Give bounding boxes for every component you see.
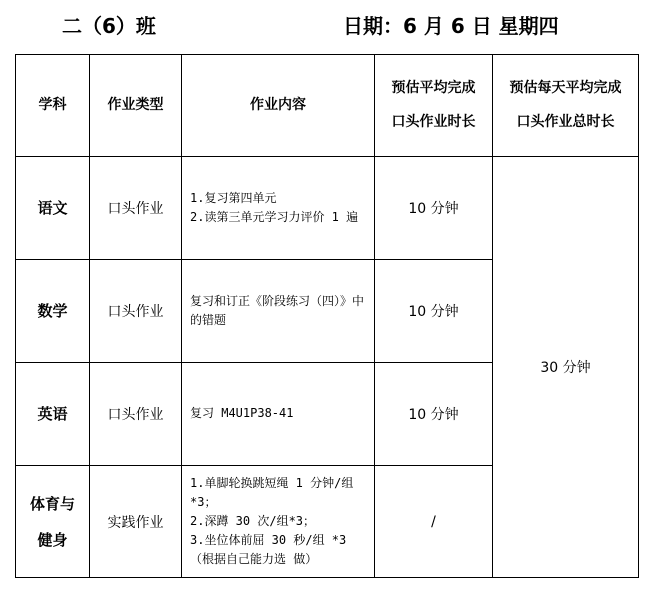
subject-cell: 数学 [16, 260, 90, 363]
total-duration-header-line2: 口头作业总时长 [516, 113, 615, 130]
subject-cell: 语文 [16, 157, 90, 260]
content-line: 3.坐位体前屈 30 秒/组 *3（根据自己能力选 做） [190, 533, 347, 567]
column-header-subject: 学科 [16, 55, 90, 157]
content-line: 复习和订正《阶段练习（四）》中的错题 [190, 293, 365, 327]
content-line: 复习 M4U1P38-41 [190, 406, 294, 421]
content-line: 2.读第三单元学习力评价 1 遍 [190, 210, 359, 224]
column-header-type: 作业类型 [90, 55, 182, 157]
duration-cell: / [375, 466, 493, 578]
content-line: 2.深蹲 30 次/组*3； [190, 513, 316, 528]
table-row [16, 157, 639, 260]
duration-cell: 10 分钟 [375, 157, 493, 260]
date-label: 日期：6 月 6 日 星期四 [343, 14, 559, 38]
homework-table [15, 54, 639, 578]
content-line: 1.复习第四单元 [190, 190, 277, 205]
content-cell [182, 363, 375, 466]
subject-cell [16, 466, 90, 578]
subject-line: 体育与 [29, 494, 75, 513]
type-cell: 口头作业 [90, 363, 182, 466]
header-row [16, 55, 639, 157]
avg-duration-header-line2: 口头作业时长 [391, 113, 476, 130]
subject-cell: 英语 [16, 363, 90, 466]
type-cell: 口头作业 [90, 157, 182, 260]
duration-cell: 10 分钟 [375, 260, 493, 363]
column-header-content: 作业内容 [182, 55, 375, 157]
total-duration-header-line1: 预估每天平均完成 [509, 79, 622, 96]
column-header-avg-duration [375, 55, 493, 157]
duration-cell: 10 分钟 [375, 363, 493, 466]
content-line: 1.单脚轮换跳短绳 1 分钟/组*3； [190, 475, 354, 509]
content-cell [182, 260, 375, 363]
type-cell: 口头作业 [90, 260, 182, 363]
type-cell: 实践作业 [90, 466, 182, 578]
column-header-total-duration [493, 55, 639, 157]
class-label: 二（6）班 [62, 14, 156, 38]
subject-line: 健身 [37, 530, 68, 549]
content-cell [182, 466, 375, 578]
content-cell [182, 157, 375, 260]
avg-duration-header-line1: 预估平均完成 [391, 79, 476, 96]
total-duration-cell: 30 分钟 [493, 157, 639, 578]
